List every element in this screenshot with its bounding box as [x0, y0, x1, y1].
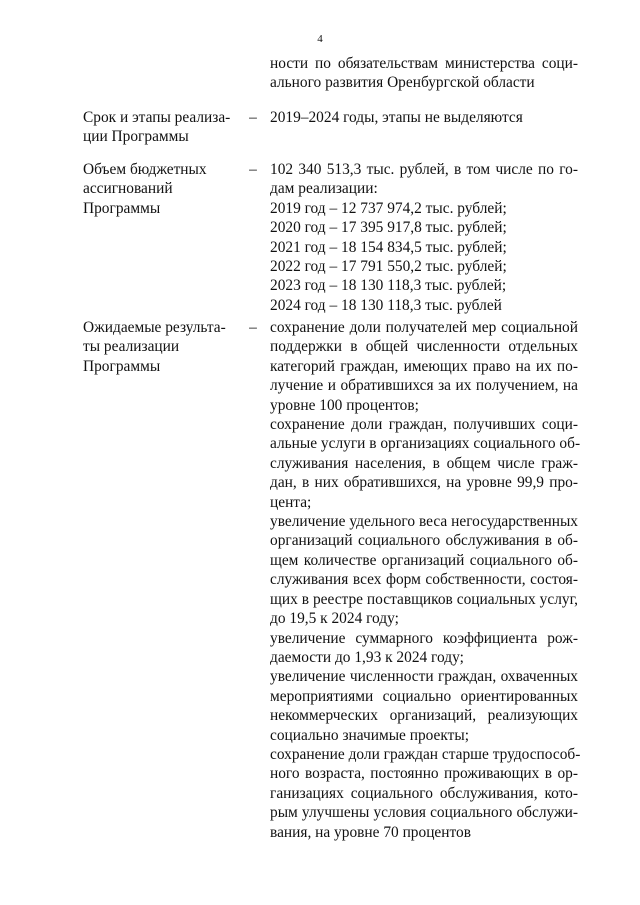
text-line: некоммерческих организаций, реализующих: [270, 707, 578, 725]
label-line: ции Программы: [83, 128, 189, 146]
text-line: сохранение доли получателей мер социальной: [270, 319, 578, 336]
text-line: 2023 год – 18 130 118,3 тыс. рублей;: [270, 277, 507, 295]
text-line: социально значимые проекты;: [270, 726, 469, 744]
label-line: Программы: [83, 199, 161, 217]
text-line: до 19,5 к 2024 году;: [270, 610, 399, 628]
text-line: поддержки в общей численности отдельных: [270, 338, 578, 356]
text-line: 2021 год – 18 154 834,5 тыс. рублей;: [270, 238, 507, 256]
text-line: щих в реестре поставщиков социальных услуг,: [270, 590, 578, 608]
text-line: 2022 год – 17 791 550,2 тыс. рублей;: [270, 258, 507, 276]
text-line: категорий граждан, имеющих право на их по-: [270, 357, 578, 375]
intro-text: [270, 54, 578, 93]
text-line: служивания всех форм собственности, состоя-: [270, 571, 578, 589]
row-label: [83, 160, 243, 218]
text-line: уровне 100 процентов;: [270, 396, 419, 414]
text-line: сохранение доли граждан старше трудоспособ-: [270, 745, 581, 763]
text-line: дан, в них обратившихся, на уровне 99,9 про-: [270, 474, 578, 492]
label-line: Срок и этапы реализа-: [83, 109, 231, 126]
text-line: сохранение доли граждан, получивших соци-: [270, 416, 578, 434]
label-line: ты реализации: [83, 338, 180, 356]
row-content: [270, 318, 581, 842]
text-line: увеличение удельного веса негосударственных: [270, 513, 578, 531]
row-label: [83, 108, 243, 147]
text-line: даемости до 1,93 к 2024 году;: [270, 648, 464, 666]
text-line: альные услуги в организациях социального об-: [270, 435, 581, 453]
text-line: ности по обязательствам министерства соци-: [270, 55, 578, 72]
row-dash: –: [249, 319, 257, 336]
text-line: 2020 год – 17 395 917,8 тыс. рублей;: [270, 219, 507, 237]
text-line: служивания населения, в общем числе граж-: [270, 454, 578, 472]
text-line: ального развития Оренбургской области: [270, 74, 535, 92]
text-line: 2019 год – 12 737 974,2 тыс. рублей;: [270, 199, 507, 217]
text-line: вания, на уровне 70 процентов: [270, 823, 471, 841]
label-line: Ожидаемые результа-: [83, 319, 226, 336]
text-line: 2024 год – 18 130 118,3 тыс. рублей: [270, 296, 502, 314]
text-line: увеличение суммарного коэффициента рож-: [270, 629, 578, 647]
page-number: 4: [317, 33, 323, 45]
row-dash: –: [249, 109, 257, 126]
text-line: 102 340 513,3 тыс. рублей, в том числе по го-: [270, 161, 578, 178]
text-line: увеличение численности граждан, охваченных: [270, 668, 578, 686]
row-dash: –: [249, 161, 257, 178]
text-line: организаций социального обслуживания в об-: [270, 532, 578, 550]
row-content: [270, 160, 578, 315]
text-line: мероприятиями социально ориентированных: [270, 687, 578, 705]
text-line: 2019–2024 годы, этапы не выделяются: [270, 109, 523, 126]
text-line: щем количестве организаций социального об-: [270, 551, 578, 569]
text-line: цента;: [270, 493, 312, 511]
text-line: рым улучшены условия социального обслужи-: [270, 804, 578, 822]
label-line: Объем бюджетных: [83, 161, 207, 178]
text-line: лучение и обратившихся за их получением, на: [270, 377, 578, 395]
row-label: [83, 318, 243, 376]
label-line: Программы: [83, 357, 161, 375]
text-line: ганизациях социального обслуживания, кото-: [270, 784, 578, 802]
row-content: [270, 108, 578, 127]
text-line: дам реализации:: [270, 180, 378, 198]
label-line: ассигнований: [83, 180, 173, 198]
text-line: ного возраста, постоянно проживающих в ор-: [270, 765, 578, 783]
